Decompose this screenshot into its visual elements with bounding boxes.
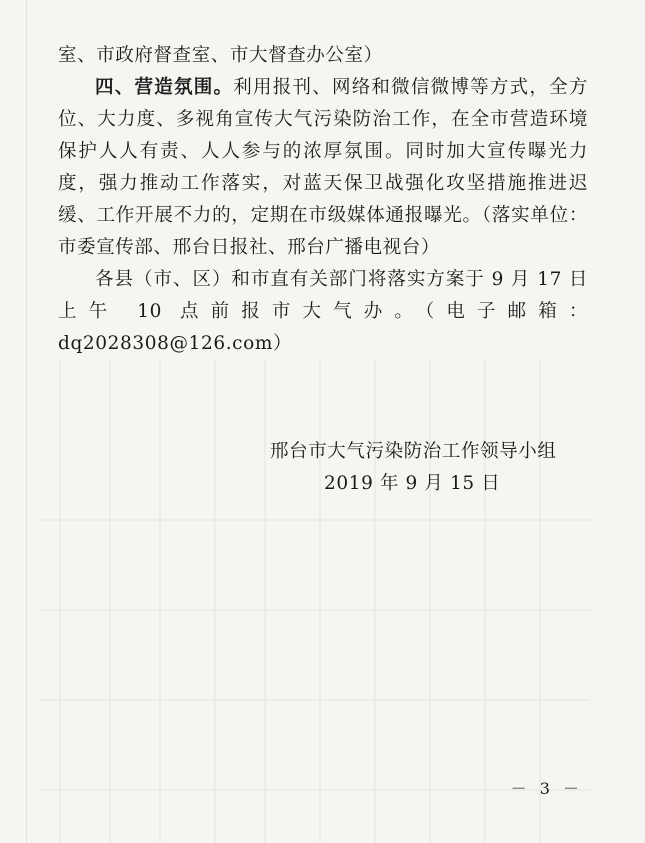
signature-block <box>270 436 557 500</box>
body-text <box>58 40 588 360</box>
section-heading-four: 四、营造氛围。 <box>95 77 234 98</box>
paragraph-create-atmosphere <box>58 72 588 264</box>
issuing-organization: 邢台市大气污染防治工作领导小组 <box>270 441 557 462</box>
paragraph-continuation: 室、市政府督查室、市大督查办公室） <box>58 45 383 66</box>
binding-margin-line <box>26 0 27 843</box>
paragraph-body: 利用报刊、网络和微信微博等方式，全方位、大力度、多视角宣传大气污染防治工作，在全市营造环境保护人人有责、人人参与的浓厚氛围。同时加大宣传曝光力度，强力推动工作落实，对蓝天保卫战强化攻坚措施推进迟缓、工作开展不力的，定期在市级媒体通报曝光。（落实单位：市委宣传部、邢台日报社、邢台广播电视台） <box>58 77 588 258</box>
page-number: － 3 － <box>510 779 583 798</box>
issue-date: 2019 年 9 月 15 日 <box>324 473 501 494</box>
paragraph-submission-notice: 各县（市、区）和市直有关部门将落实方案于 9 月 17 日上午 10 点前报市大气办。（电子邮箱：dq2028308@126.com） <box>58 269 588 354</box>
